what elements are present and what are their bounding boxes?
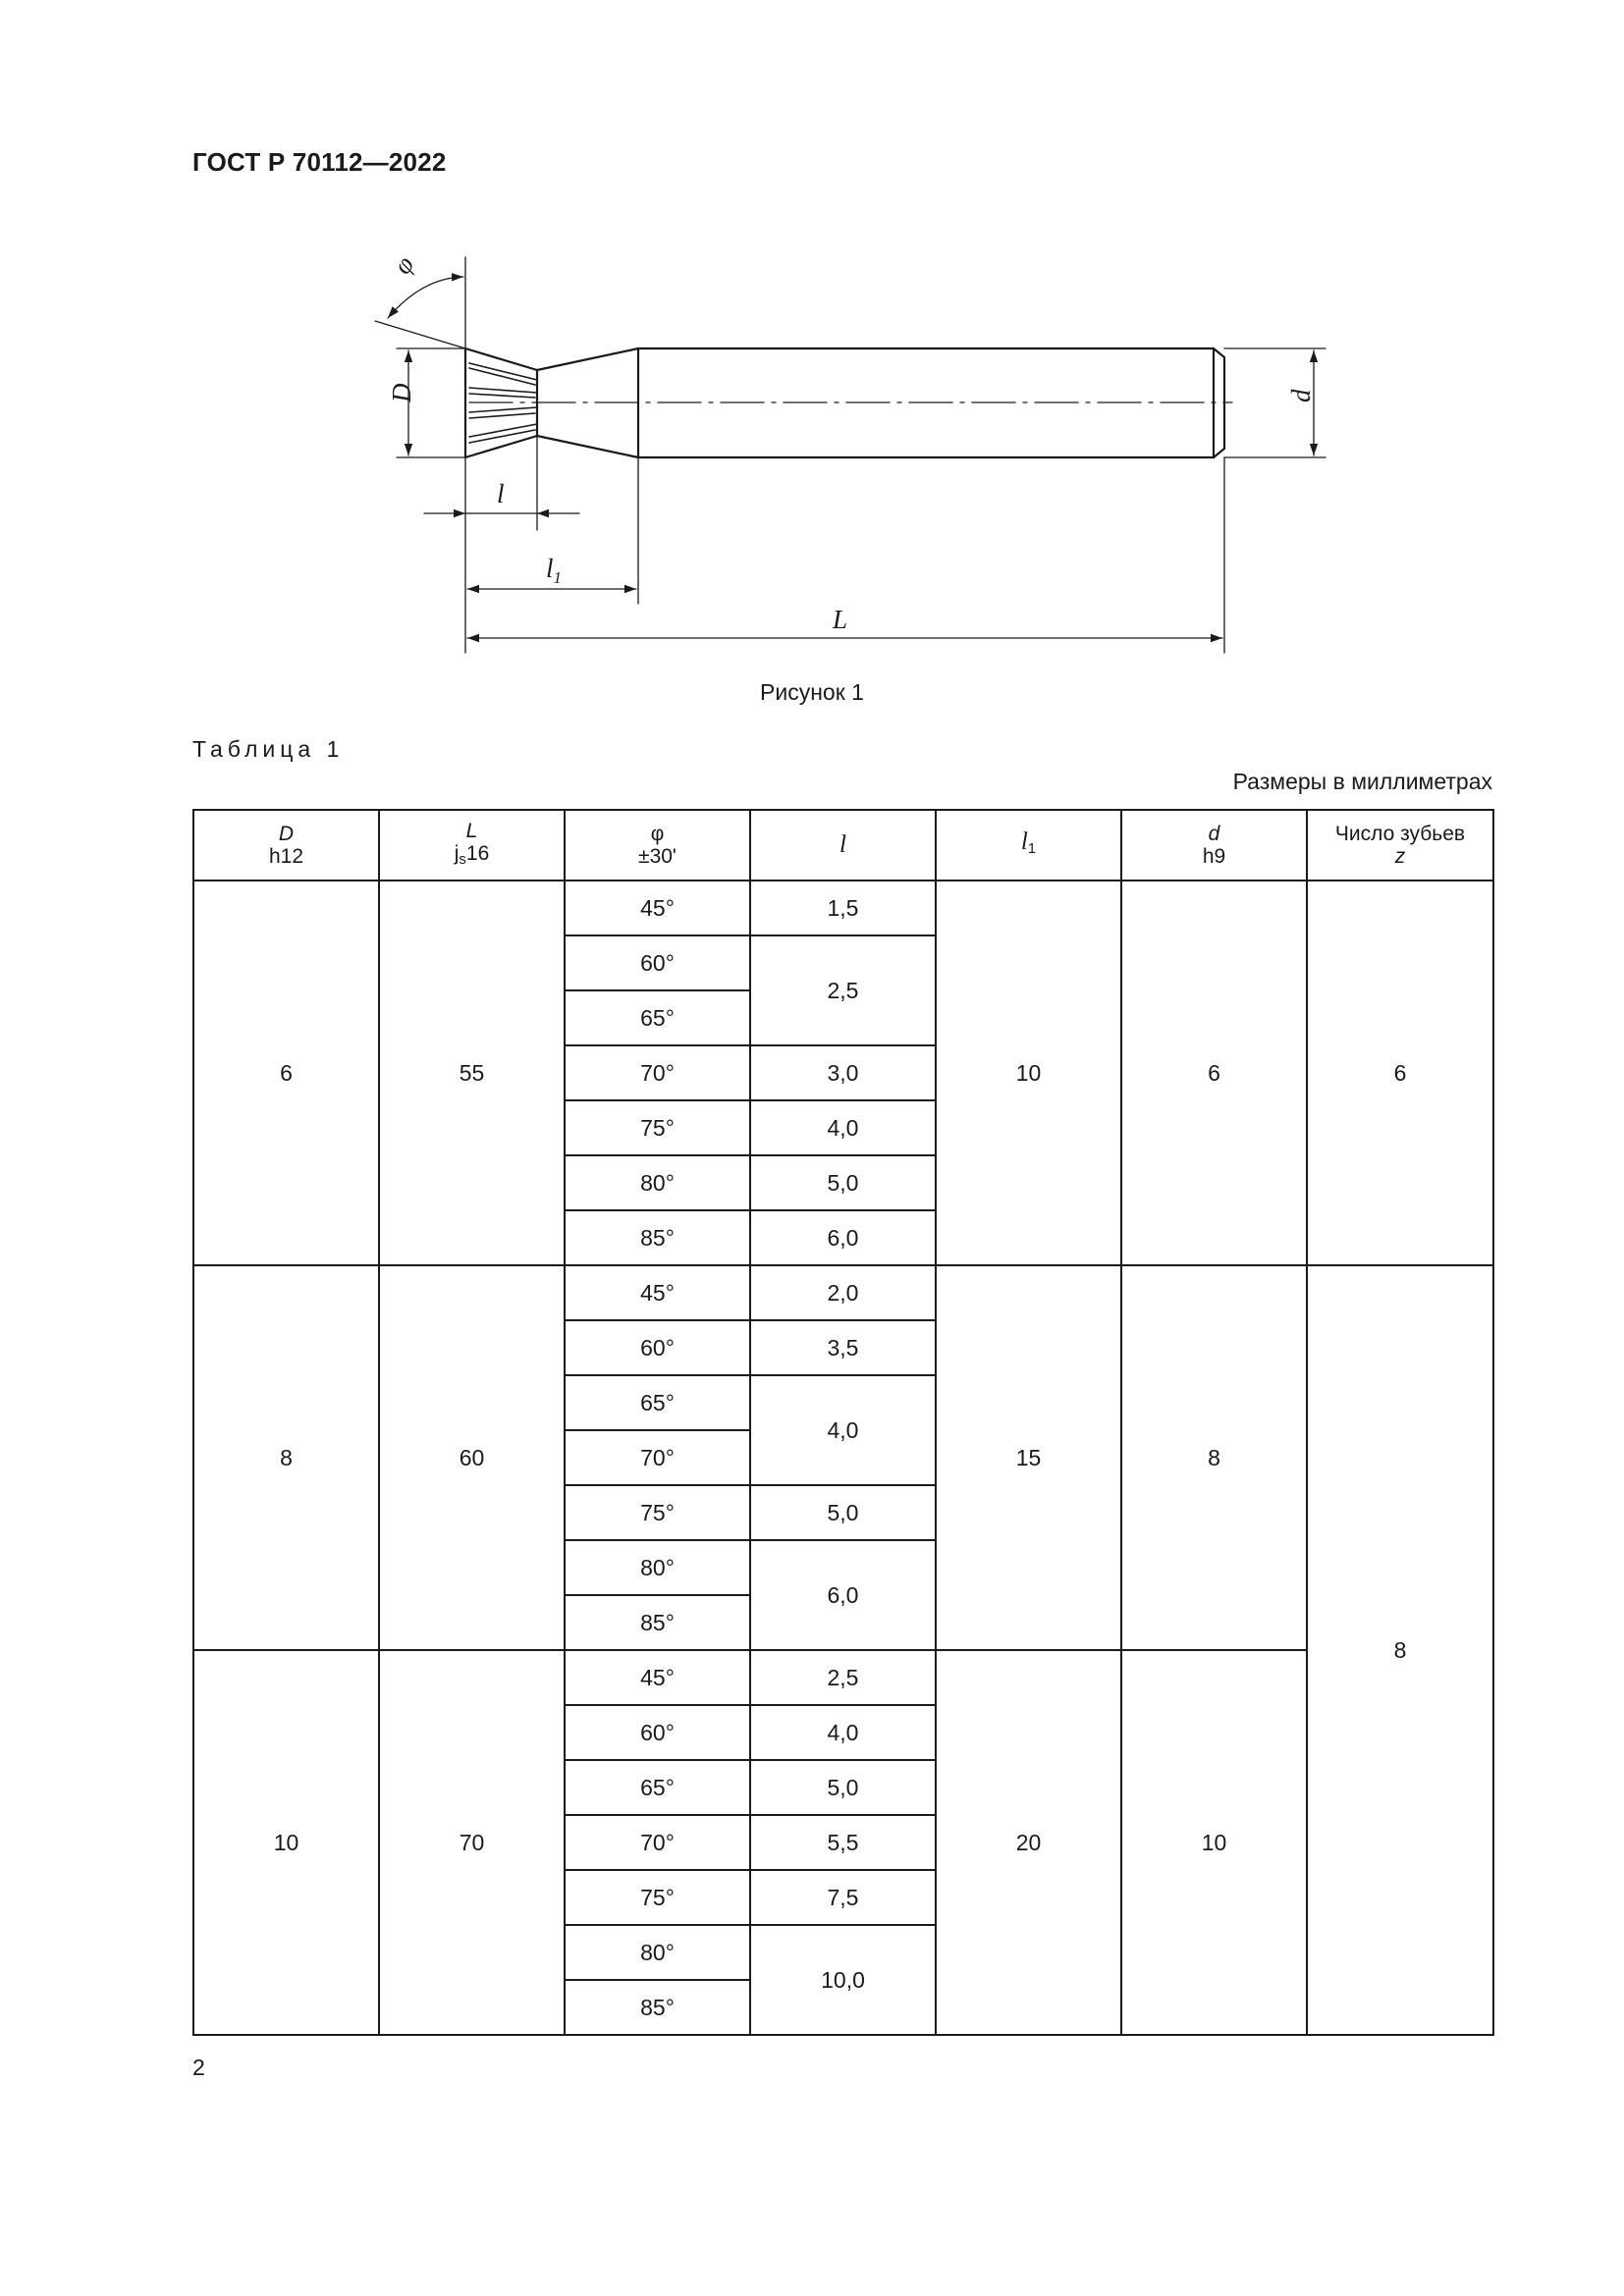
cell-l: 6,0 — [750, 1540, 936, 1650]
table-row — [193, 1650, 1493, 1705]
dimensions-table — [192, 809, 1494, 2036]
D-label: D — [387, 383, 416, 402]
cell-phi: 45° — [565, 1650, 750, 1705]
cell-l: 4,0 — [750, 1705, 936, 1760]
cell-l: 4,0 — [750, 1100, 936, 1155]
cell-phi: 85° — [565, 1210, 750, 1265]
L-label: L — [833, 605, 848, 634]
cell-l: 5,0 — [750, 1485, 936, 1540]
cell-l1: 10 — [936, 881, 1121, 1265]
cell-phi: 60° — [565, 935, 750, 990]
cell-phi: 75° — [565, 1485, 750, 1540]
header-l: l — [750, 810, 936, 881]
table-row — [193, 881, 1493, 935]
cutter-drawing — [0, 0, 1624, 726]
cell-phi: 60° — [565, 1705, 750, 1760]
table-label: Таблица 1 — [192, 736, 345, 762]
cell-l: 3,0 — [750, 1045, 936, 1100]
l1-label: $l_1$ — [546, 554, 563, 587]
cell-phi: 80° — [565, 1155, 750, 1210]
phi-label: φ — [387, 250, 420, 280]
cell-phi: 70° — [565, 1430, 750, 1485]
cell-l: 2,5 — [750, 935, 936, 1045]
cell-phi: 65° — [565, 990, 750, 1045]
cell-phi: 70° — [565, 1815, 750, 1870]
cell-D: 10 — [193, 1650, 379, 2035]
cell-phi: 60° — [565, 1320, 750, 1375]
cell-L: 55 — [379, 881, 565, 1265]
cell-D: 8 — [193, 1265, 379, 1650]
cell-phi: 45° — [565, 881, 750, 935]
cell-l1: 20 — [936, 1650, 1121, 2035]
cell-l: 2,5 — [750, 1650, 936, 1705]
cell-l1: 15 — [936, 1265, 1121, 1650]
cell-phi: 65° — [565, 1375, 750, 1430]
cell-l: 6,0 — [750, 1210, 936, 1265]
cell-l: 10,0 — [750, 1925, 936, 2035]
cell-l: 7,5 — [750, 1870, 936, 1925]
cell-l: 5,0 — [750, 1155, 936, 1210]
cell-phi: 80° — [565, 1540, 750, 1595]
d-label: d — [1286, 389, 1316, 402]
cell-phi: 65° — [565, 1760, 750, 1815]
header-L: L $j_s16$ — [379, 810, 565, 881]
cell-l: 5,5 — [750, 1815, 936, 1870]
cell-d: 8 — [1121, 1265, 1307, 1650]
cell-phi: 75° — [565, 1870, 750, 1925]
standard-id: ГОСТ Р 70112—2022 — [192, 147, 447, 177]
cell-l: 3,5 — [750, 1320, 936, 1375]
cell-l: 2,0 — [750, 1265, 936, 1320]
cell-phi: 70° — [565, 1045, 750, 1100]
cell-phi: 85° — [565, 1980, 750, 2035]
table-header-row — [193, 810, 1493, 881]
cell-l: 5,0 — [750, 1760, 936, 1815]
header-z: Число зубьев z — [1307, 810, 1493, 881]
header-l1: $l_1$ — [936, 810, 1121, 881]
figure-caption: Рисунок 1 — [760, 679, 864, 705]
cell-D: 6 — [193, 881, 379, 1265]
cell-L: 60 — [379, 1265, 565, 1650]
header-phi: φ ±30' — [565, 810, 750, 881]
cell-L: 70 — [379, 1650, 565, 2035]
cell-z: 6 — [1307, 881, 1493, 1265]
cell-phi: 80° — [565, 1925, 750, 1980]
cell-d: 6 — [1121, 881, 1307, 1265]
units-note: Размеры в миллиметрах — [1232, 769, 1492, 794]
header-d: d h9 — [1121, 810, 1307, 881]
cell-phi: 75° — [565, 1100, 750, 1155]
extension-lines — [375, 257, 1326, 653]
cell-l: 4,0 — [750, 1375, 936, 1485]
cell-z: 8 — [1307, 1265, 1493, 2035]
l-label: l — [497, 479, 505, 508]
cell-l: 1,5 — [750, 881, 936, 935]
cell-phi: 45° — [565, 1265, 750, 1320]
cell-phi: 85° — [565, 1595, 750, 1650]
page-number: 2 — [192, 2055, 205, 2080]
cell-d: 10 — [1121, 1650, 1307, 2035]
header-D: D h12 — [193, 810, 379, 881]
table-row — [193, 1265, 1493, 1320]
